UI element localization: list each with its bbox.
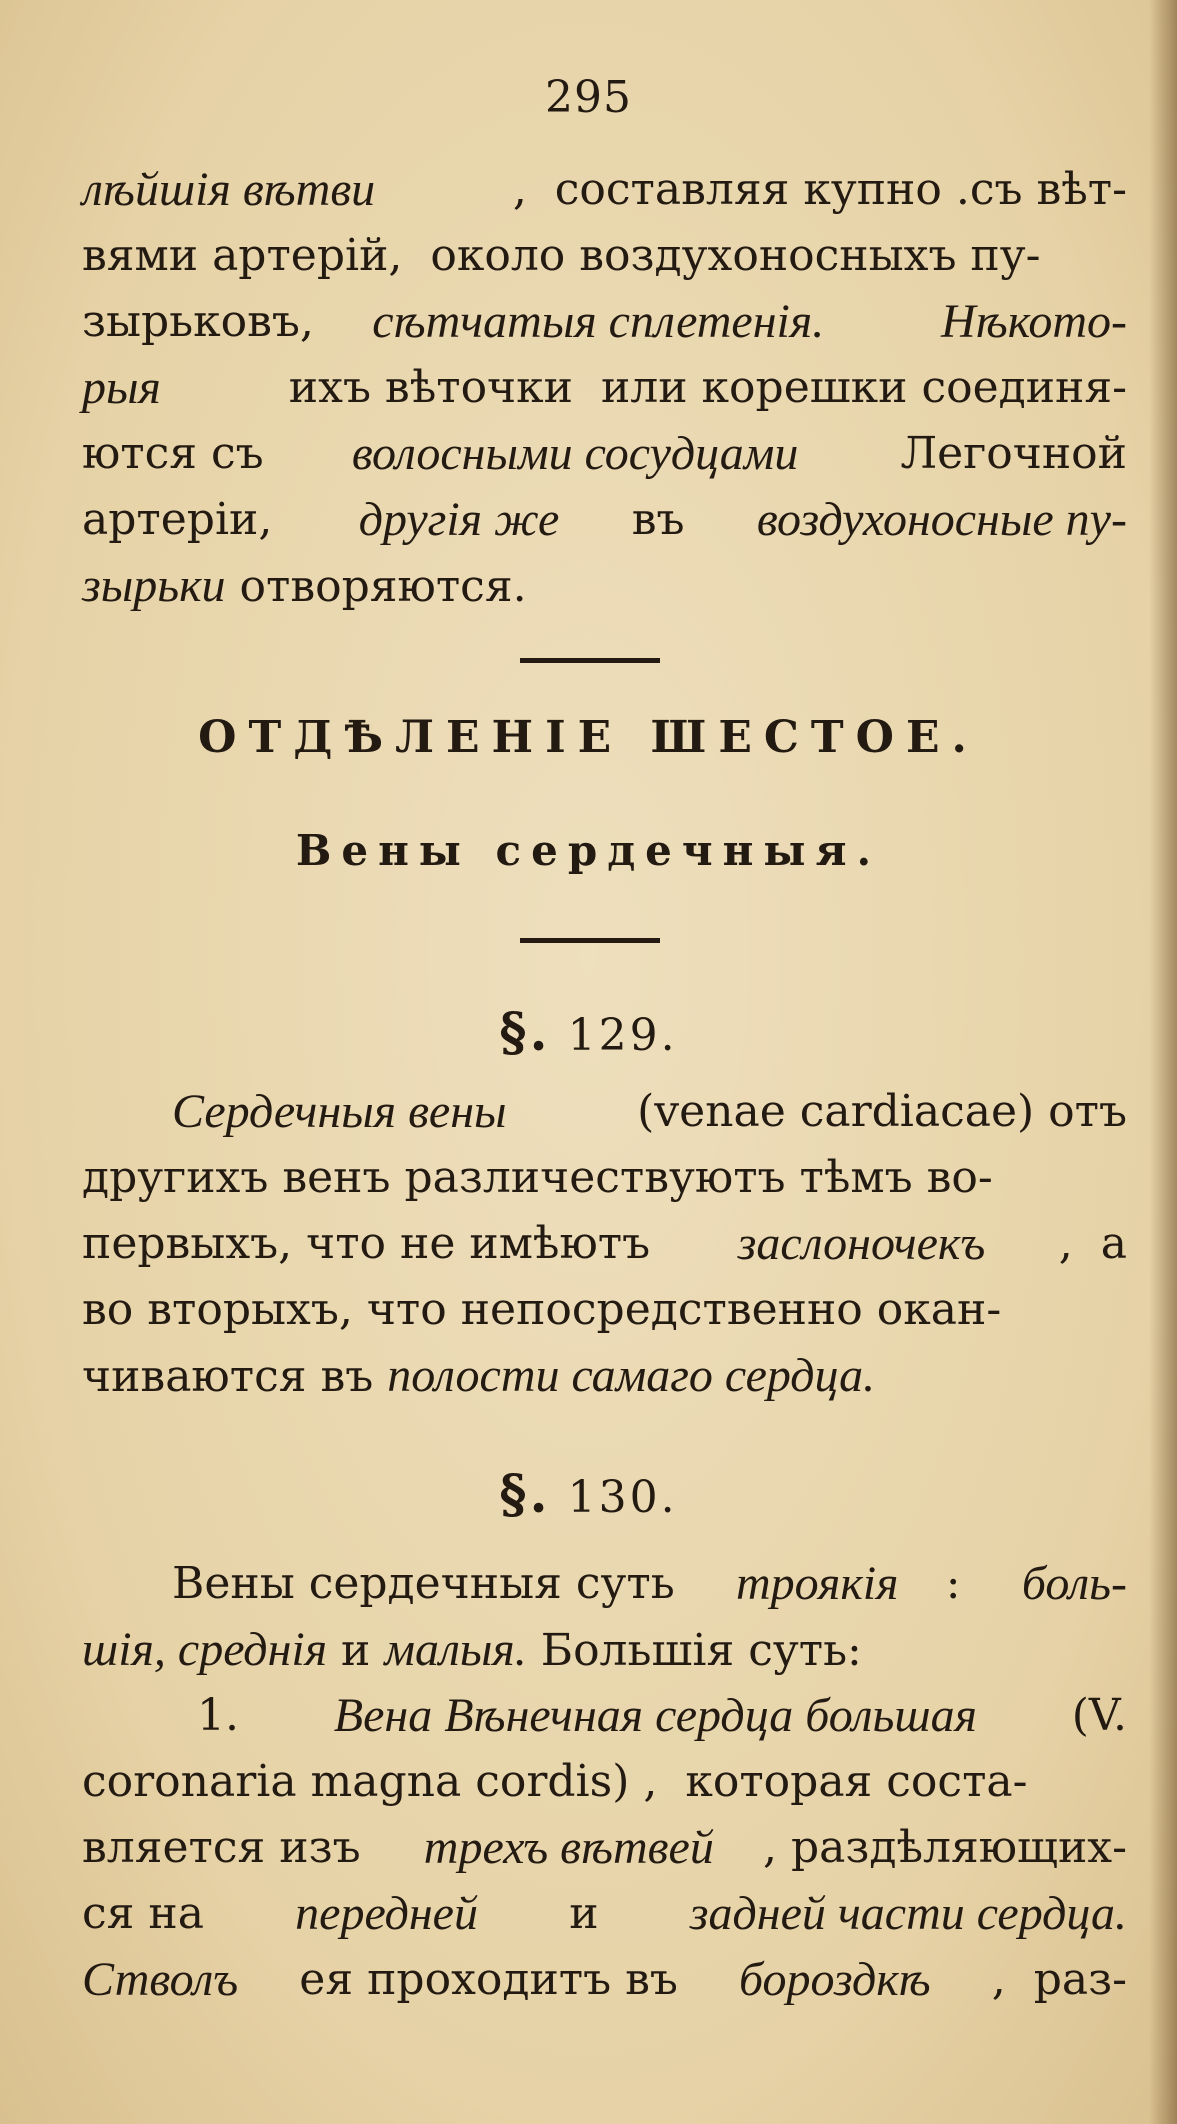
text-run: (venae cardiacae) отъ — [623, 1086, 1127, 1137]
italic-run: троякія — [736, 1557, 899, 1610]
italic-run: задней части сердца. — [689, 1887, 1127, 1940]
text-run: ся на — [82, 1888, 218, 1939]
text-line — [82, 228, 1127, 284]
text-run: , раз- — [977, 1954, 1127, 2005]
text-line — [82, 1556, 1127, 1612]
text-run: и — [555, 1888, 613, 1939]
text-run: , а — [1058, 1218, 1127, 1269]
text-line — [82, 1150, 1127, 1206]
italic-run: лѣйшія вѣтви — [82, 163, 376, 216]
text-line — [82, 1688, 1127, 1744]
text-run: другихъ венъ различествуютъ тѣмъ во- — [82, 1152, 993, 1203]
text-run: , раздѣляющих- — [763, 1822, 1127, 1873]
italic-run: Вена Вѣнечная сердца большая — [333, 1689, 977, 1742]
text-line — [82, 1084, 1127, 1140]
italic-run: другія же — [358, 493, 560, 546]
italic-run: малыя. — [384, 1623, 527, 1676]
text-run: ются съ — [82, 428, 278, 479]
text-run: во вторыхъ, что непосредственно окан- — [82, 1284, 1002, 1335]
divider-rule — [520, 938, 660, 943]
section-heading-129 — [0, 1002, 1177, 1063]
italic-run: рыя — [82, 361, 161, 414]
text-run: coronaria magna cordis) , которая соста- — [82, 1756, 1028, 1807]
italic-run: трехъ вѣтвей — [423, 1821, 714, 1874]
text-run: ея проходитъ въ — [285, 1954, 692, 2005]
text-run: ихъ вѣточки или корешки соединя- — [274, 362, 1127, 413]
text-run: (V. — [1057, 1690, 1127, 1741]
division-subtitle: Вены сердечныя. — [295, 826, 882, 875]
italic-run: Нѣкото- — [941, 295, 1127, 348]
text-run: : — [945, 1558, 975, 1609]
section-sign: §. — [499, 1464, 551, 1525]
text-run: первыхъ, что не имѣютъ — [82, 1218, 665, 1269]
section-number: 129. — [567, 1010, 678, 1061]
text-line — [82, 492, 1127, 548]
text-run: отворяются. — [225, 561, 527, 612]
italic-run: бороздкѣ — [738, 1953, 931, 2006]
italic-run: воздухоносные пу- — [756, 493, 1127, 546]
text-run: Легочной — [872, 428, 1127, 479]
text-line — [82, 1952, 1127, 2008]
text-run — [869, 294, 897, 350]
text-line — [82, 1282, 1127, 1338]
italic-run: полости самаго сердца. — [387, 1349, 876, 1402]
text-line — [82, 1348, 1127, 1405]
italic-run: Сердечныя вены — [172, 1085, 507, 1138]
section-sign: §. — [499, 1002, 551, 1063]
italic-run: заслоночекъ — [737, 1217, 986, 1270]
italic-run: зырьки — [82, 559, 226, 612]
text-run: вляется изъ — [82, 1822, 375, 1873]
text-run: зырьковъ, — [82, 296, 328, 347]
text-run: въ — [617, 494, 699, 545]
text-run: Вены сердечныя суть — [172, 1558, 689, 1609]
division-title: ОТДѢЛЕНІЕ ШЕСТОЕ. — [198, 712, 979, 763]
italic-run: сѣтчатыя сплетенія. — [372, 295, 825, 348]
text-run: и — [327, 1625, 385, 1676]
text-line — [82, 1622, 1127, 1679]
page-number: 295 — [545, 72, 632, 123]
text-line — [82, 1886, 1127, 1942]
text-line — [82, 426, 1127, 482]
text-run: чиваются въ — [82, 1351, 388, 1402]
italic-run: шія, среднія — [82, 1623, 328, 1676]
section-heading-130 — [0, 1464, 1177, 1525]
text-line — [82, 1216, 1127, 1272]
text-line — [82, 294, 1127, 350]
text-line — [82, 558, 1127, 615]
text-run: , составляя купно .съ вѣт- — [512, 164, 1127, 215]
text-run: Большія суть: — [526, 1625, 862, 1676]
italic-run: волосными сосудцами — [351, 427, 799, 480]
text-line — [82, 1754, 1127, 1810]
italic-run: боль- — [1021, 1557, 1127, 1610]
text-run: вями артерій, около воздухоносныхъ пу- — [82, 230, 1041, 281]
text-run: 1. — [197, 1690, 253, 1741]
text-line — [82, 360, 1127, 416]
text-line — [82, 1820, 1127, 1876]
divider-rule — [520, 658, 660, 663]
italic-run: передней — [295, 1887, 478, 1940]
text-line — [82, 162, 1127, 218]
text-run: артеріи, — [82, 494, 301, 545]
italic-run: Стволъ — [82, 1953, 239, 2006]
section-number: 130. — [567, 1472, 678, 1523]
